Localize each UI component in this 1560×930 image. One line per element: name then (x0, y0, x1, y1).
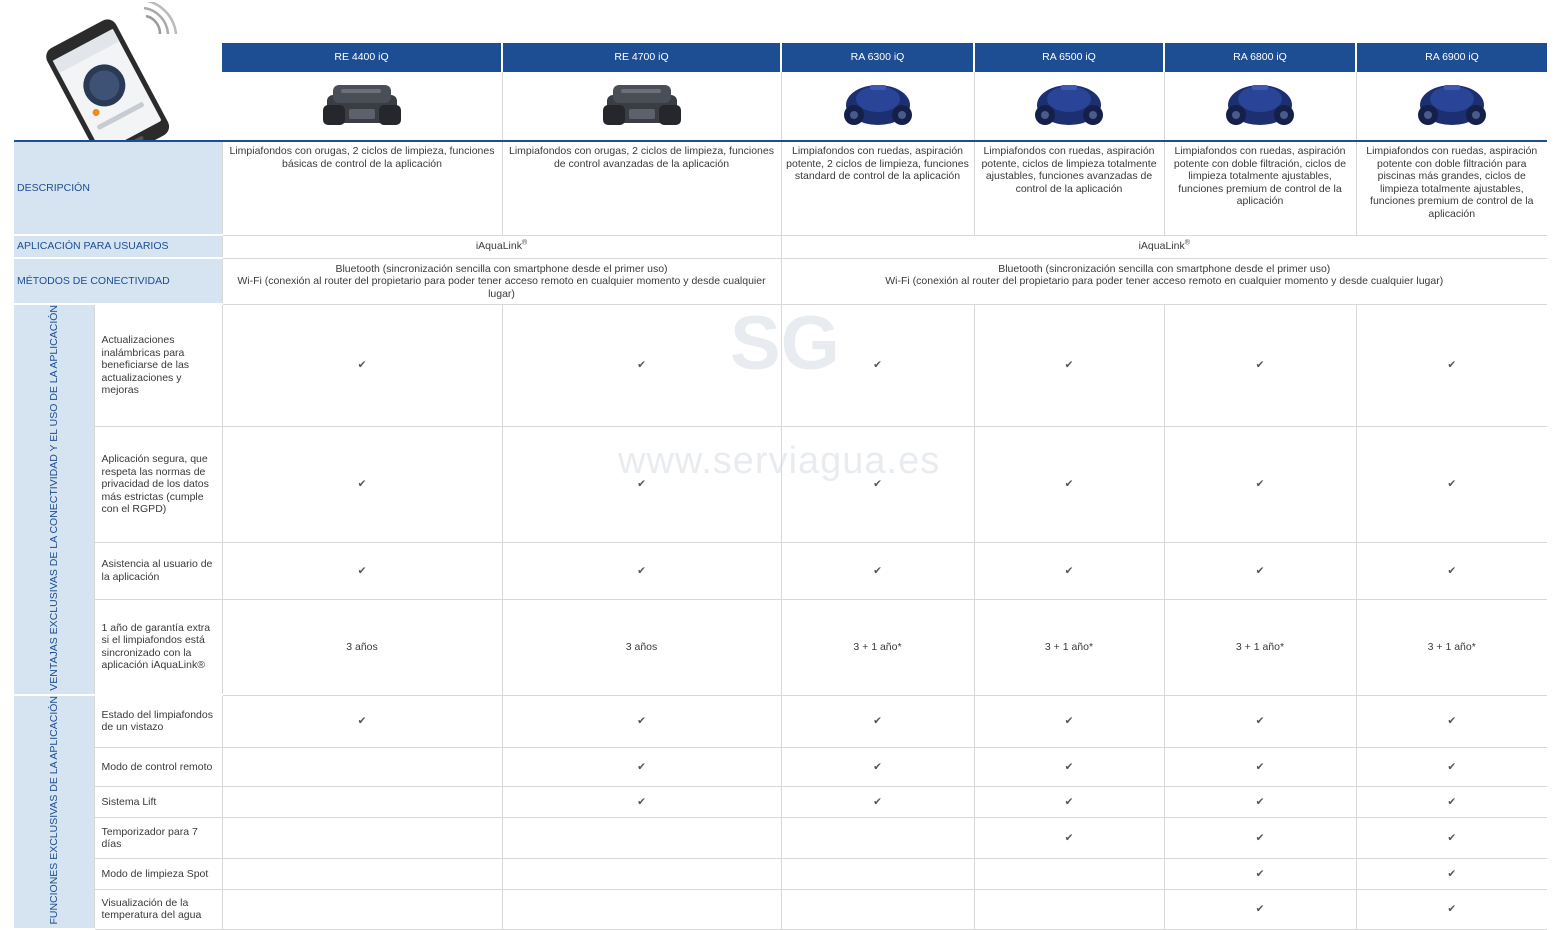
check-icon (222, 890, 502, 930)
check-icon (222, 747, 502, 787)
description-cell: Limpiafondos con orugas, 2 ciclos de limpieza, funciones básicas de control de la aplicación (222, 141, 502, 235)
check-icon: ✔ (974, 787, 1164, 818)
check-icon: ✔ (974, 427, 1164, 543)
check-icon (781, 859, 974, 890)
check-icon: ✔ (1164, 859, 1356, 890)
check-icon (974, 859, 1164, 890)
feature-row (14, 890, 1547, 930)
robot-tracked-icon (599, 79, 685, 129)
check-icon: ✔ (781, 695, 974, 747)
description-cell: Limpiafondos con ruedas, aspiración potente con doble filtración, ciclos de limpieza totalmente ajustables, funciones premium de control de la aplicación (1164, 141, 1356, 235)
check-icon: ✔ (502, 787, 781, 818)
feature-label: Sistema Lift (94, 787, 222, 818)
check-icon (222, 818, 502, 859)
check-icon (781, 818, 974, 859)
feature-row (14, 599, 1547, 695)
registered-mark: ® (521, 239, 528, 247)
row-label-app: APLICACIÓN PARA USUARIOS (14, 235, 222, 258)
check-icon: ✔ (222, 427, 502, 543)
description-cell: Limpiafondos con ruedas, aspiración potente con doble filtración para piscinas más grandes, ciclos de limpieza totalmente ajustables, funciones premium de control de la aplicación (1356, 141, 1547, 235)
model-header: RE 4400 iQ (222, 43, 502, 72)
feature-label: Actualizaciones inalámbricas para beneficiarse de las actualizaciones y mejoras (94, 304, 222, 427)
check-icon: ✔ (222, 695, 502, 747)
check-icon: ✔ (974, 304, 1164, 427)
app-row (14, 235, 1547, 258)
check-icon: ✔ (1164, 304, 1356, 427)
model-header: RE 4700 iQ (502, 43, 781, 72)
check-icon: ✔ (781, 787, 974, 818)
check-icon: ✔ (222, 304, 502, 427)
warranty-cell: 3 + 1 año* (1164, 599, 1356, 695)
group-label-functions: FUNCIONES EXCLUSIVAS DE LA APLICACIÓN (14, 695, 94, 929)
model-header: RA 6900 iQ (1356, 43, 1547, 72)
check-icon (222, 859, 502, 890)
group-label-advantages: VENTAJAS EXCLUSIVAS DE LA CONECTIVIDAD Y EL USO DE LA APLICACIÓN (14, 304, 94, 695)
bluetooth-text: Bluetooth (sincronización sencilla con smartphone desde el primer uso) (335, 262, 668, 275)
feature-row (14, 543, 1547, 599)
feature-row (14, 818, 1547, 859)
check-icon: ✔ (1164, 543, 1356, 599)
connectivity-cell-ra (781, 258, 1547, 304)
check-icon: ✔ (1164, 695, 1356, 747)
app-cell-re (222, 235, 781, 258)
check-icon: ✔ (974, 543, 1164, 599)
check-icon (502, 859, 781, 890)
feature-row (14, 859, 1547, 890)
check-icon: ✔ (781, 747, 974, 787)
feature-label: 1 año de garantía extra si el limpiafondos está sincronizado con la aplicación iAquaLink® (94, 599, 222, 695)
check-icon: ✔ (1164, 427, 1356, 543)
robot-image (974, 72, 1164, 141)
feature-label: Visualización de la temperatura del agua (94, 890, 222, 930)
robot-image (222, 72, 502, 141)
app-cell-ra (781, 235, 1547, 258)
feature-label: Modo de control remoto (94, 747, 222, 787)
check-icon: ✔ (1356, 427, 1547, 543)
check-icon (502, 818, 781, 859)
check-icon: ✔ (502, 427, 781, 543)
description-cell: Limpiafondos con ruedas, aspiración potente, ciclos de limpieza totalmente ajustables, funciones avanzadas de control de la aplicación (974, 141, 1164, 235)
connectivity-row (14, 258, 1547, 304)
check-icon: ✔ (1164, 747, 1356, 787)
app-name: iAquaLink (475, 240, 522, 253)
connectivity-cell-re (222, 258, 781, 304)
feature-label: Modo de limpieza Spot (94, 859, 222, 890)
warranty-cell: 3 años (502, 599, 781, 695)
warranty-cell: 3 + 1 año* (974, 599, 1164, 695)
robot-image (781, 72, 974, 141)
robot-wheeled-icon (1222, 77, 1298, 131)
feature-row (14, 695, 1547, 747)
feature-row (14, 787, 1547, 818)
check-icon: ✔ (502, 695, 781, 747)
model-header-row (14, 43, 1547, 72)
feature-row (14, 427, 1547, 543)
robot-image (1356, 72, 1547, 141)
feature-label: Asistencia al usuario de la aplicación (94, 543, 222, 599)
row-label-connectivity: MÉTODOS DE CONECTIVIDAD (14, 258, 222, 304)
robot-image (502, 72, 781, 141)
app-name: iAquaLink (1138, 240, 1185, 253)
feature-label: Aplicación segura, que respeta las normas de privacidad de los datos más estrictas (cumple con el RGPD) (94, 427, 222, 543)
check-icon: ✔ (1356, 890, 1547, 930)
wifi-signal-icon (142, 2, 176, 34)
registered-mark: ® (1184, 239, 1190, 247)
description-cell: Limpiafondos con orugas, 2 ciclos de limpieza, funciones de control avanzadas de la aplicación (502, 141, 781, 235)
check-icon: ✔ (1164, 818, 1356, 859)
comparison-table (14, 43, 1547, 930)
check-icon: ✔ (781, 543, 974, 599)
warranty-cell: 3 años (222, 599, 502, 695)
check-icon: ✔ (974, 695, 1164, 747)
robot-tracked-icon (319, 79, 405, 129)
check-icon: ✔ (1356, 695, 1547, 747)
wifi-text: Wi-Fi (conexión al router del propietario para poder tener acceso remoto en cualquier momento y desde cualquier lugar) (885, 275, 1444, 287)
description-cell: Limpiafondos con ruedas, aspiración potente, 2 ciclos de limpieza, funciones standard de control de la aplicación (781, 141, 974, 235)
feature-label: Temporizador para 7 días (94, 818, 222, 859)
check-icon: ✔ (781, 427, 974, 543)
robot-wheeled-icon (840, 77, 916, 131)
check-icon: ✔ (1356, 787, 1547, 818)
bluetooth-text: Bluetooth (sincronización sencilla con smartphone desde el primer uso) (998, 262, 1331, 275)
corner-blank (14, 72, 222, 141)
check-icon: ✔ (781, 304, 974, 427)
warranty-cell: 3 + 1 año* (1356, 599, 1547, 695)
check-icon (222, 787, 502, 818)
model-header: RA 6500 iQ (974, 43, 1164, 72)
wifi-text: Wi-Fi (conexión al router del propietario para poder tener acceso remoto en cualquier momento y desde cualquier lugar) (237, 275, 766, 300)
check-icon: ✔ (974, 818, 1164, 859)
check-icon: ✔ (502, 304, 781, 427)
check-icon (781, 890, 974, 930)
feature-label: Estado del limpiafondos de un vistazo (94, 695, 222, 747)
check-icon: ✔ (222, 543, 502, 599)
check-icon (502, 890, 781, 930)
model-header: RA 6300 iQ (781, 43, 974, 72)
robot-image (1164, 72, 1356, 141)
check-icon: ✔ (1356, 859, 1547, 890)
description-row (14, 141, 1547, 235)
check-icon: ✔ (1356, 747, 1547, 787)
check-icon (974, 890, 1164, 930)
check-icon: ✔ (1356, 304, 1547, 427)
check-icon: ✔ (1164, 787, 1356, 818)
check-icon: ✔ (1164, 890, 1356, 930)
feature-row (14, 747, 1547, 787)
robot-wheeled-icon (1031, 77, 1107, 131)
check-icon: ✔ (1356, 543, 1547, 599)
watermark-url: www.serviagua.es (618, 440, 941, 482)
check-icon: ✔ (502, 543, 781, 599)
model-header: RA 6800 iQ (1164, 43, 1356, 72)
robot-wheeled-icon (1414, 77, 1490, 131)
row-label-description: DESCRIPCIÓN (14, 141, 222, 235)
model-image-row (14, 72, 1547, 141)
warranty-cell: 3 + 1 año* (781, 599, 974, 695)
check-icon: ✔ (1356, 818, 1547, 859)
watermark-logo: SG (730, 301, 840, 386)
feature-row (14, 304, 1547, 427)
corner-blank (14, 43, 222, 72)
check-icon: ✔ (502, 747, 781, 787)
check-icon: ✔ (974, 747, 1164, 787)
